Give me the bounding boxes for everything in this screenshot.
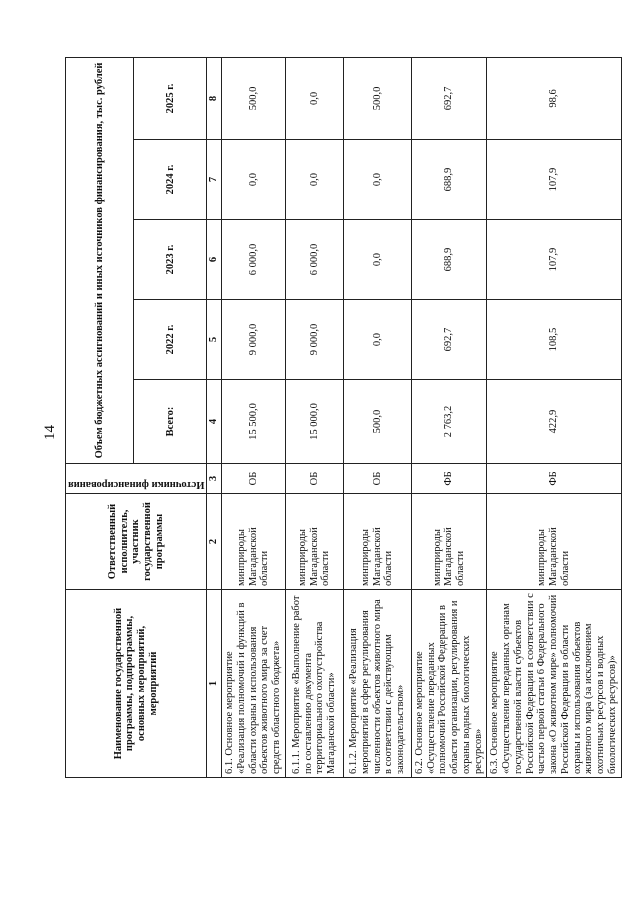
- row-source: ОБ: [222, 464, 286, 494]
- row-2025: 500,0: [343, 57, 411, 139]
- index-cell: 5: [207, 300, 222, 380]
- row-2024: 107,9: [487, 140, 621, 220]
- row-2023: 6 000,0: [285, 220, 343, 300]
- row-name: 6.3. Основное мероприятие «Осуществление переданных органам государственной власти субъектов Российской Федерации в соответствии с частью первой статьи 6 Федерального закона «О животном мире» полномочий Российской Федерации в области охраны и использования объектов животного мира (за исключением охотничьих ресурсов и водных биологических ресурсов)»: [487, 590, 621, 778]
- row-2024: 0,0: [343, 140, 411, 220]
- row-name: 6.1. Основное мероприятие «Реализация полномочий и функций в области охраны и использования объектов животного мира за счет средств областного бюджета»: [222, 590, 286, 778]
- index-cell: 1: [207, 590, 222, 778]
- table-row: [411, 57, 487, 777]
- row-2022: 108,5: [487, 300, 621, 380]
- row-2023: 6 000,0: [222, 220, 286, 300]
- row-2025: 500,0: [222, 57, 286, 139]
- row-executor: минприроды Магаданской области: [411, 494, 487, 590]
- row-2025: 692,7: [411, 57, 487, 139]
- row-2022: 692,7: [411, 300, 487, 380]
- row-2024: 0,0: [285, 140, 343, 220]
- row-total: 422,9: [487, 380, 621, 464]
- index-cell: 7: [207, 140, 222, 220]
- row-total: 500,0: [343, 380, 411, 464]
- header-2023: 2023 г.: [134, 220, 207, 300]
- index-row: [207, 57, 222, 777]
- index-cell: 4: [207, 380, 222, 464]
- table-row: [285, 57, 343, 777]
- row-name: 6.2. Основное мероприятие «Осуществление переданных полномочий Российской Федерации в области организации, регулирования и охраны водных биологических ресурсов»: [411, 590, 487, 778]
- page-number: 14: [42, 425, 58, 440]
- row-executor: минприроды Магаданской области: [343, 494, 411, 590]
- index-cell: 2: [207, 494, 222, 590]
- header-total: Всего:: [134, 380, 207, 464]
- rotated-table-container: [65, 58, 618, 778]
- row-executor: минприроды Магаданской области: [285, 494, 343, 590]
- row-source: ФБ: [411, 464, 487, 494]
- header-executor: Ответственный исполнитель, участник государственной программы: [66, 494, 207, 590]
- header-2025: 2025 г.: [134, 57, 207, 139]
- index-cell: 6: [207, 220, 222, 300]
- row-total: 2 763,2: [411, 380, 487, 464]
- row-2022: 9 000,0: [222, 300, 286, 380]
- row-source: ОБ: [285, 464, 343, 494]
- row-2025: 0,0: [285, 57, 343, 139]
- funding-table: [65, 57, 622, 778]
- row-2024: 0,0: [222, 140, 286, 220]
- row-name: 6.1.1. Мероприятие «Выполнение работ по составлению документа территориального охотустройства Магаданской области»: [285, 590, 343, 778]
- header-name: Наименование государственной программы, подпрограммы, основных мероприятий, мероприятий: [66, 590, 207, 778]
- row-2024: 688,9: [411, 140, 487, 220]
- row-name: 6.1.2. Мероприятие «Реализация мероприятий в сфере регулирования численности объектов животного мира в соответствии с действующим законодательством»: [343, 590, 411, 778]
- row-executor: минприроды Магаданской области: [487, 494, 621, 590]
- header-2024: 2024 г.: [134, 140, 207, 220]
- header-2022: 2022 г.: [134, 300, 207, 380]
- header-funding-group: Объем бюджетных ассигнований и иных источников финансирования, тыс. рублей: [66, 57, 134, 463]
- row-total: 15 000,0: [285, 380, 343, 464]
- row-source: ФБ: [487, 464, 621, 494]
- header-source: Источники финансирования: [66, 464, 207, 494]
- row-2023: 0,0: [343, 220, 411, 300]
- table-row: [222, 57, 286, 777]
- index-cell: 3: [207, 464, 222, 494]
- row-2022: 9 000,0: [285, 300, 343, 380]
- row-total: 15 500,0: [222, 380, 286, 464]
- row-2022: 0,0: [343, 300, 411, 380]
- row-executor: минприроды Магаданской области: [222, 494, 286, 590]
- table-row: [487, 57, 621, 777]
- row-source: ОБ: [343, 464, 411, 494]
- row-2023: 688,9: [411, 220, 487, 300]
- row-2025: 98,6: [487, 57, 621, 139]
- table-row: [343, 57, 411, 777]
- row-2023: 107,9: [487, 220, 621, 300]
- index-cell: 8: [207, 57, 222, 139]
